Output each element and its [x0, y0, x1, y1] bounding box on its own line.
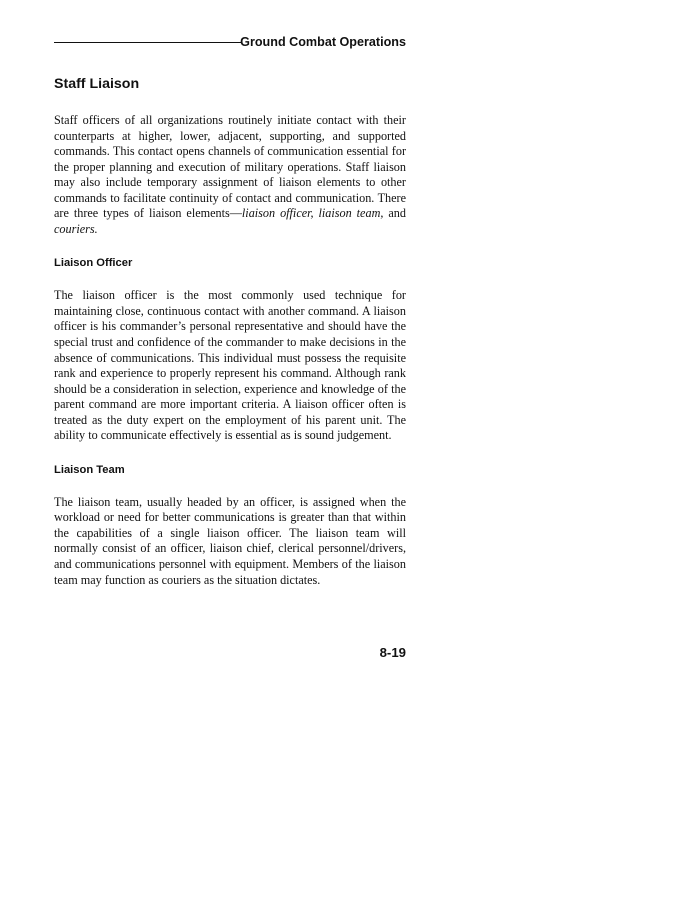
section-title: Staff Liaison — [54, 76, 140, 92]
paragraph-liaison-team: The liaison team, usually headed by an officer, is assigned when the workload or need for better communications is greater than that within the capabilities of a single liaison officer. The liaison team will normally consist of an officer, liaison chief, clerical personnel/drivers, and communications personnel with equipment. Members of the liaison team may function as couriers as the situation dictates. — [54, 494, 406, 587]
page-number: 8-19 — [379, 645, 406, 660]
page-content — [54, 74, 406, 607]
intro-connector: and — [383, 206, 406, 221]
intro-paragraph — [54, 113, 406, 237]
paragraph-liaison-officer: The liaison officer is the most commonly used technique for maintaining close, continuous contact with another command. A liaison officer is his commander’s personal representative and should have the special trust and confidence of the commander to make decisions in the absence of communications. This individual must possess the requisite rank and experience to properly represent his command. Although rank should be a consideration in selection, experience and knowledge of the parent command are more important criteria. A liaison officer often is treated as the duty expert on the employment of his parent unit. The ability to communicate effectively is essential as is sound judgement. — [54, 288, 406, 443]
header-rule — [54, 42, 242, 43]
subheading-liaison-officer: Liaison Officer — [54, 257, 133, 270]
intro-text: Staff officers of all organizations routinely initiate contact with their counterparts at higher, lower, adjacent, supporting, and supported commands. This contact opens channels of communication essential for the proper planning and execution of military operations. Staff liaison may also include temporary assignment of liaison elements to other commands to facilitate continuity of contact and communication. There are three types of liaison elements— — [54, 113, 406, 221]
running-head-title: Ground Combat Operations — [240, 35, 406, 49]
intro-types-italic-1: liaison officer, liaison team, — [241, 206, 384, 221]
subheading-liaison-team: Liaison Team — [54, 463, 125, 476]
intro-types-italic-2: couriers. — [54, 221, 98, 236]
